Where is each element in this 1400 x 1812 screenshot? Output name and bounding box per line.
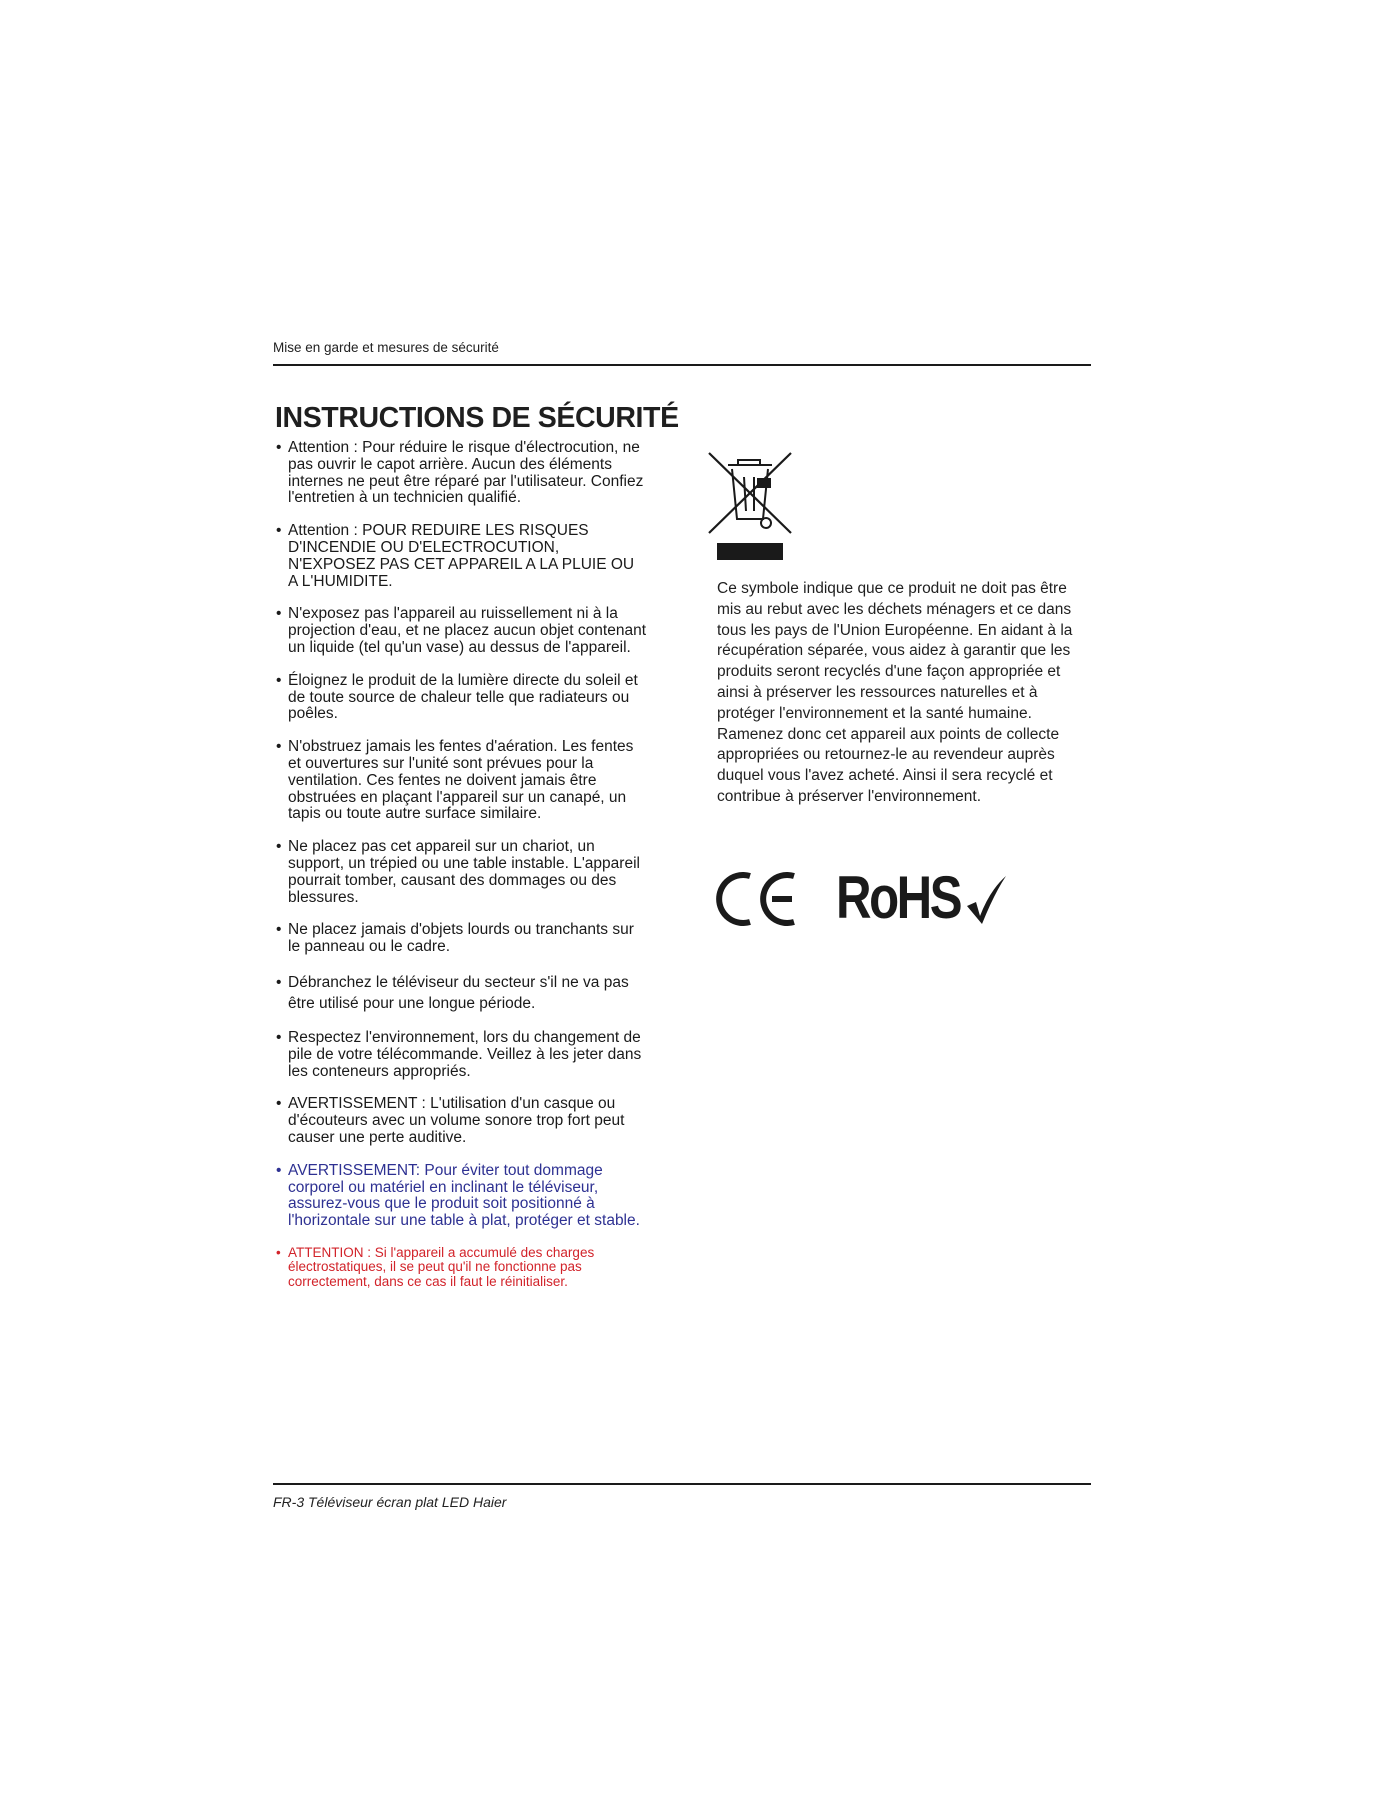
- instruction-text: N'obstruez jamais les fentes d'aération. Les fentes et ouvertures sur l'unité sont prévues pour la ventilation. Ces fentes ne doivent jamais être obstruées en plaçant l'appareil sur un canapé, un tapis ou toute autre surface similaire.: [288, 738, 634, 823]
- instruction-item: [276, 523, 646, 590]
- bullet-icon: •: [276, 921, 282, 939]
- safety-instructions-list: [276, 440, 646, 1305]
- instruction-text: Attention : Pour réduire le risque d'électrocution, ne pas ouvrir le capot arrière. Aucun des éléments internes ne peut être réparé par l'utilisateur. Confiez l'entretien à un technicien qualifié.: [288, 439, 644, 507]
- bullet-icon: •: [276, 1161, 282, 1179]
- instruction-text: Débranchez le téléviseur du secteur s'il ne va pas être utilisé pour une longue période.: [288, 973, 629, 1012]
- bullet-icon: •: [276, 1028, 282, 1046]
- instruction-text: N'exposez pas l'appareil au ruissellement ni à la projection d'eau, et ne placez aucun objet contenant un liquide (tel qu'un vase) au dessus de l'appareil.: [288, 605, 646, 656]
- bullet-icon: •: [276, 522, 282, 540]
- instruction-text: Ne placez pas cet appareil sur un chariot, un support, un trépied ou une table instable. L'appareil pourrait tomber, causant des dommages ou des blessures.: [288, 838, 640, 906]
- instruction-item-attention: [276, 1246, 646, 1290]
- bullet-icon: •: [276, 671, 282, 689]
- page-section-header: Mise en garde et mesures de sécurité: [273, 340, 499, 355]
- ce-mark-icon: [716, 872, 798, 926]
- weee-disposal-notice: Ce symbole indique que ce produit ne doit pas être mis au rebut avec les déchets ménagers et ce dans tous les pays de l'Union Européenne. En aidant à la récupération séparée, vous aidez à garantir que les produits seront recyclés d'une façon appropriée et ainsi à préserver les ressources naturelles et à protéger l'environnement et la santé humaine. Ramenez donc cet appareil aux points de collecte appropriées ou retournez-le au revendeur auprès duquel vous l'avez acheté. Ainsi il sera recyclé et contribue à préserver l'environnement.: [717, 580, 1073, 805]
- checkmark-icon: [964, 872, 1008, 928]
- instruction-text: Attention : POUR REDUIRE LES RISQUES D'INCENDIE OU D'ELECTROCUTION, N'EXPOSEZ PAS CET APPAREIL A LA PLUIE OU A L'HUMIDITE.: [288, 522, 635, 590]
- bullet-icon: •: [276, 838, 282, 856]
- instruction-item: [276, 606, 646, 656]
- instruction-item: [276, 1030, 646, 1080]
- weee-marking-bar: [717, 543, 783, 560]
- instruction-item: [276, 1096, 646, 1146]
- header-divider: [273, 364, 1091, 366]
- instruction-item-warning: [276, 1163, 646, 1230]
- instruction-item: [276, 972, 646, 1014]
- bullet-icon: •: [276, 439, 282, 456]
- footer-divider: [273, 1483, 1091, 1485]
- bullet-icon: •: [276, 605, 282, 623]
- instruction-item: [276, 839, 646, 906]
- rohs-label: RoHS: [836, 864, 961, 931]
- instruction-item: [276, 739, 646, 823]
- instruction-item: [276, 673, 646, 723]
- bullet-icon: •: [276, 1095, 282, 1113]
- instruction-item: [276, 440, 646, 507]
- page-footer: FR-3 Téléviseur écran plat LED Haier: [273, 1494, 507, 1510]
- instruction-text: Éloignez le produit de la lumière directe du soleil et de toute source de chaleur telle que radiateurs ou poêles.: [288, 671, 638, 723]
- instruction-text: Respectez l'environnement, lors du changement de pile de votre télécommande. Veillez à les jeter dans les conteneurs appropriés.: [288, 1028, 642, 1080]
- bullet-icon: •: [276, 973, 282, 991]
- bullet-icon: •: [276, 1244, 281, 1260]
- instruction-text: AVERTISSEMENT : L'utilisation d'un casque ou d'écouteurs avec un volume sonore trop fort peut causer une perte auditive.: [288, 1095, 625, 1146]
- instruction-text: Ne placez jamais d'objets lourds ou tranchants sur le panneau ou le cadre.: [288, 921, 634, 956]
- instruction-text: AVERTISSEMENT: Pour éviter tout dommage corporel ou matériel en inclinant le téléviseur, assurez-vous que le produit soit positionné à l'horizontale sur une table à plat, protéger et stable.: [288, 1161, 640, 1230]
- page-title: INSTRUCTIONS DE SÉCURITÉ: [275, 402, 679, 434]
- bullet-icon: •: [276, 738, 282, 756]
- instruction-text: ATTENTION : Si l'appareil a accumulé des charges électrostatiques, il se peut qu'il ne fonctionne pas correctement, dans ce cas il faut le réinitialiser.: [288, 1244, 595, 1289]
- instruction-item: [276, 922, 646, 956]
